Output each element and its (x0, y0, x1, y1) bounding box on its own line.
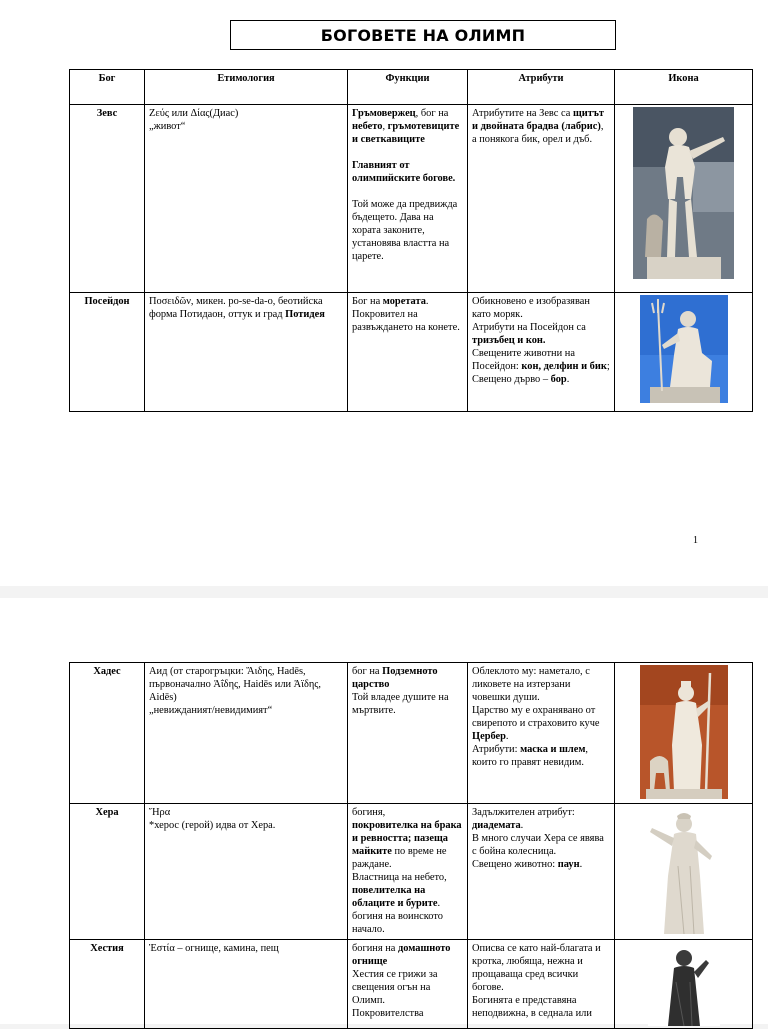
page-title: БОГОВЕТЕ НА ОЛИМП (230, 20, 616, 50)
text-run: Той може да предвижда бъдещето. Дава на хората законите, установява властта на царете. (352, 199, 458, 262)
text-run: тризъбец и кон. (472, 335, 546, 346)
text-run: , (382, 121, 388, 132)
page-number: 1 (693, 535, 698, 546)
attributes-cell (468, 940, 615, 1029)
attributes-cell (468, 105, 615, 293)
hera-statue-icon (644, 806, 724, 936)
text-run: Подземното царство (352, 666, 438, 690)
text-run: Главният от олимпийските богове. (352, 160, 456, 184)
functions-cell (348, 105, 468, 293)
text-run: богиня на (352, 943, 399, 954)
text-run: , а понякога бик, орел и дъб. (472, 121, 604, 145)
text-run: Ποσειδῶν, микен. po-se-da-o, беотийска форма Потидаон, оттук и град (149, 296, 323, 320)
icon-cell (615, 105, 753, 293)
text-run: Облеклото му: наметало, с ликовете на изтерзани човешки души. Царство му е охранявано от свирепото и страховито куче (472, 666, 600, 729)
functions-cell (348, 940, 468, 1029)
text-run: щитът и двойната брадва (лабрис) (472, 108, 604, 132)
header-attributes: Атрибути (468, 70, 615, 105)
text-run: Ζεύς или Δίας(Диас) „живот“ (149, 108, 239, 132)
text-run: маска и шлем (520, 744, 586, 755)
header-god: Бог (70, 70, 145, 105)
table-row (70, 105, 753, 293)
functions-cell (348, 804, 468, 940)
text-run: покровителка на брака и ревността; пазеща майките (352, 820, 462, 857)
text-run: богиня, (352, 807, 386, 818)
etymology-cell (145, 940, 348, 1029)
text-run: бог на (352, 666, 383, 677)
table-row (70, 804, 753, 940)
table-row (70, 940, 753, 1029)
text-run: Цербер (472, 731, 506, 742)
text-run: повелителка на облаците и бурите (352, 885, 438, 909)
header-functions: Функции (348, 70, 468, 105)
attributes-cell (468, 293, 615, 412)
text-run: Ἥρα *херос (герой) идва от Хера. (149, 807, 276, 831)
text-run: Бог на (352, 296, 383, 307)
text-run: небето (352, 121, 383, 132)
zeus-statue-icon (633, 107, 734, 279)
text-run: Описва се като най-благата и кротка, любяща, нежна и прощаваща сред всички богове. Богинята е представяна неподвижна, в седнала или (472, 943, 601, 1019)
text-run: Хестия се грижи за свещения огън на Олимп. Покровителства (352, 969, 438, 1019)
text-run: по време не раждане. Властница на небето, (352, 846, 447, 883)
text-run: Гръмовержец (352, 108, 416, 119)
text-run: , които го правят невидим. (472, 744, 589, 768)
text-run: Потидея (285, 309, 325, 320)
icon-cell (615, 940, 753, 1029)
functions-cell (348, 663, 468, 804)
text-run: гръмотевиците и светкавиците (352, 121, 460, 145)
icon-cell (615, 663, 753, 804)
text-run: бор (550, 374, 567, 385)
attributes-cell (468, 804, 615, 940)
text-run: . богиня на воинското начало. (352, 898, 443, 935)
table-row (70, 293, 753, 412)
table-row (70, 663, 753, 804)
icon-cell (615, 804, 753, 940)
text-run: Свещените животни на Посейдон: (472, 348, 575, 372)
text-run: , бог на (415, 108, 449, 119)
header-etymology: Етимология (145, 70, 348, 105)
text-run: Той владее душите на мъртвите. (352, 692, 449, 716)
etymology-cell (145, 804, 348, 940)
text-run: . (579, 859, 583, 870)
god-name: Хера (70, 804, 145, 940)
text-run: паун (557, 859, 580, 870)
text-run: Задължителен атрибут: (472, 807, 575, 818)
gods-table-1 (69, 69, 753, 412)
header-icon: Икона (615, 70, 753, 105)
text-run: домашното огнище (352, 943, 451, 967)
attributes-cell (468, 663, 615, 804)
document-page-2 (0, 598, 768, 1024)
text-run: кон, делфин и бик (521, 361, 607, 372)
etymology-cell (145, 293, 348, 412)
god-name: Хестия (70, 940, 145, 1029)
text-run: Обикновено е изобразяван като моряк. Атрибути на Посейдон са (472, 296, 590, 333)
god-name: Зевс (70, 105, 145, 293)
functions-cell (348, 293, 468, 412)
text-run: . (566, 374, 570, 385)
hades-statue-icon (640, 665, 728, 799)
icon-cell (615, 293, 753, 412)
text-run: Атрибутите на Зевс са (472, 108, 573, 119)
god-name: Хадес (70, 663, 145, 804)
etymology-cell (145, 663, 348, 804)
text-run: . Атрибути: (472, 731, 518, 755)
table-header-row (70, 70, 753, 105)
god-name: Посейдон (70, 293, 145, 412)
etymology-cell (145, 105, 348, 293)
gods-table-2 (69, 662, 753, 1029)
text-run: моретата (382, 296, 426, 307)
text-run: ; Свещено дърво – (472, 361, 610, 385)
text-run: . Покровител на развъждането на конете. (352, 296, 460, 333)
text-run: диадемата (472, 820, 521, 831)
hestia-statue-icon (648, 942, 720, 1026)
text-run: Ἑστία – огнище, камина, пещ (149, 943, 279, 954)
poseidon-statue-icon (640, 295, 728, 403)
text-run: Аид (от старогръцки: Ἅιδης, Hadēs, първоначално Ἀΐδης, Haidēs или Ἀϊδης, Aidēs) „невижданият/невидимият“ (149, 666, 322, 716)
text-run: . В много случаи Хера се явява с бойна колесница. Свещено животно: (472, 820, 604, 870)
